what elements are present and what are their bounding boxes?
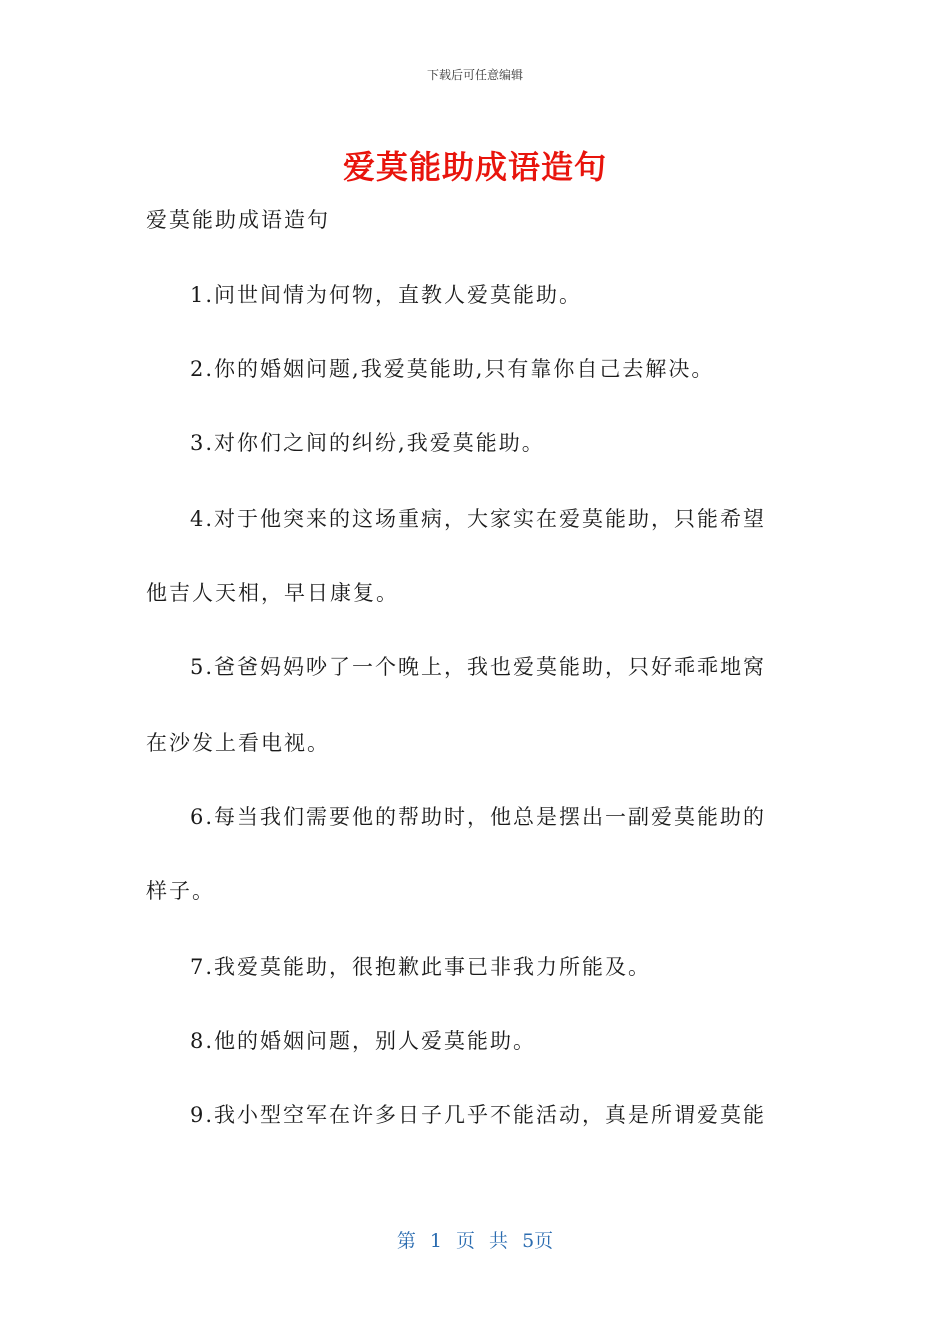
sentence-6-continued: 样子。 [146,879,215,903]
sentence-9: 9.我小型空军在许多日子几乎不能活动，真是所谓爱莫能 [190,1103,767,1127]
header-note: 下载后可任意编辑 [426,68,523,82]
document-title: 爱莫能助成语造句 [342,148,607,186]
sentence-4-continued: 他吉人天相，早日康复。 [146,581,399,605]
sentence-1: 1.问世间情为何物，直教人爱莫能助。 [190,283,583,307]
sentence-8: 8.他的婚姻问题，别人爱莫能助。 [190,1029,537,1053]
sentence-4: 4.对于他突来的这场重病，大家实在爱莫能助，只能希望 [190,507,767,531]
page-number-footer: 第 1 页 共 5页 [396,1230,554,1252]
sentence-7: 7.我爱莫能助，很抱歉此事已非我力所能及。 [190,955,652,979]
sentence-5-continued: 在沙发上看电视。 [146,731,330,755]
sentence-3: 3.对你们之间的纠纷,我爱莫能助。 [190,431,545,455]
sentence-6: 6.每当我们需要他的帮助时，他总是摆出一副爱莫能助的 [190,805,767,829]
sentence-5: 5.爸爸妈妈吵了一个晚上，我也爱莫能助，只好乖乖地窝 [190,655,767,679]
document-subtitle: 爱莫能助成语造句 [146,208,330,232]
sentence-2: 2.你的婚姻问题,我爱莫能助,只有靠你自己去解决。 [190,357,715,381]
